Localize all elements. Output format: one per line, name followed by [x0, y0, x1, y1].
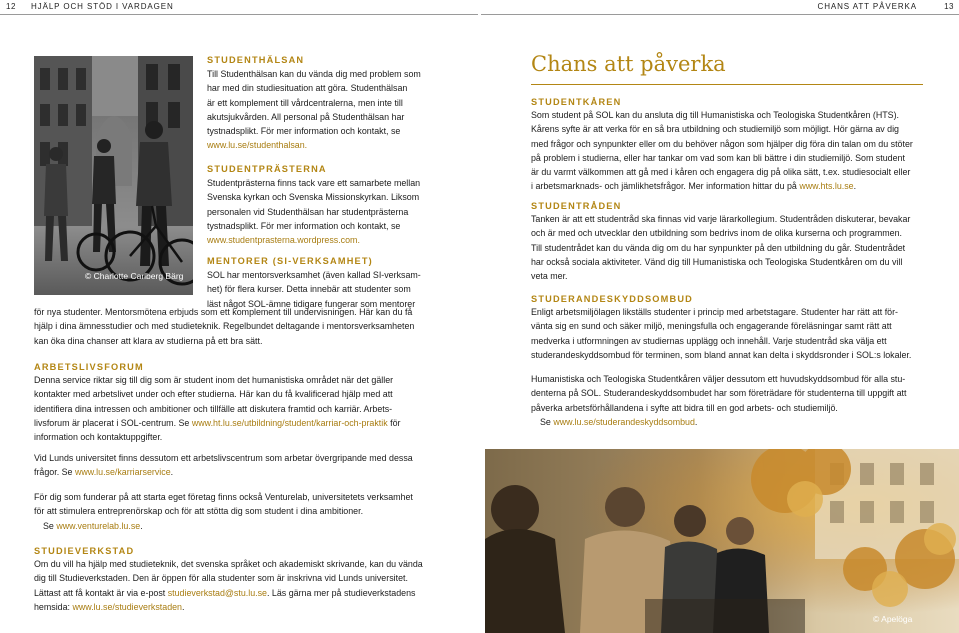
- text-line: medverka i utformningen av studiernas upplägg och innehåll. Varje studentråd ska välja ett: [531, 335, 887, 346]
- text-line: För dig som funderar på att starta eget företag finns också Venturelab, universitetets verksamhet: [34, 492, 413, 502]
- text-line: tystnadsplikt. För mer information och kontakt, se: [207, 220, 401, 231]
- text-line: [34, 465, 464, 479]
- text-line: Denna service riktar sig till dig som är student inom det humanistiska området när det gäller: [34, 375, 394, 385]
- text-line: SOL har mentorsverksamhet (även kallad SI-verksam-: [207, 270, 421, 280]
- text-line: Tanken är att ett studentråd ska finnas vid varje lärarkollegium. Studentråden diskuterar, bevakar: [531, 214, 911, 224]
- karriarservice-link[interactable]: www.lu.se/karriarservice: [74, 467, 171, 478]
- text-line: Vid Lunds universitet finns dessutom ett arbetslivscentrum som arbetar övergripande med dessa: [34, 453, 413, 463]
- text-line: är ett komplement till vårdcentralerna, men inte till: [207, 97, 403, 108]
- text-line: kontakter med arbetslivet under och efter studierna. Här kan du få kvalificerad hjälp med att: [34, 389, 393, 400]
- studerandeskyddsombud-text: [531, 305, 931, 362]
- text-line: dig till Studieverkstaden. Den är öppen för alla studenter som är inskrivna vid Lunds universitet.: [34, 573, 408, 584]
- heading-studenthalsan: STUDENTHÄLSAN: [207, 55, 305, 65]
- header-rule-left: [0, 14, 478, 15]
- studieverkstad-link[interactable]: www.lu.se/studieverkstaden: [72, 601, 182, 612]
- text-span: .: [170, 467, 174, 478]
- page-title: Chans att påverka: [531, 52, 726, 76]
- text-line: hjälp i dina ämnesstudier och med studieteknik. Regelbundet deltagande i mentorsverksamheten: [34, 321, 415, 332]
- text-span: .: [182, 601, 185, 612]
- text-line: är du varmt välkommen att gå med i kåren och engagera dig på olika sätt, t.ex. studiesocialt eller: [531, 167, 911, 178]
- arbetslivsforum-text: [34, 373, 464, 444]
- text-line: studerandeskyddsombud för terminen, som bland annat kan delta i skyddsronder i SOL:s lokaler.: [531, 349, 912, 360]
- hts-link[interactable]: www.hts.lu.se: [799, 181, 854, 192]
- text-line: information och kontaktuppgifter.: [34, 432, 163, 443]
- text-line: [531, 179, 931, 193]
- studieverkstad-text: [34, 557, 464, 614]
- venturelab-text: [34, 490, 464, 533]
- page-number-right: 13: [944, 2, 954, 11]
- text-line: Till Studenthälsan kan du vända dig med problem som: [207, 69, 421, 79]
- text-span: Se: [43, 520, 57, 531]
- text-line: veta mer.: [531, 271, 568, 282]
- text-span: livsforum är placerat i SOL-centrum. Se: [34, 417, 192, 428]
- text-line: Om du vill ha hjälp med studieteknik, det svenska språket och akademiskt skrivande, kan du vända: [34, 559, 423, 569]
- text-line: påverka arbetsförhållandena i syfte att bidra till en god arbets- och studiemiljö.: [531, 402, 838, 413]
- heading-studentkaren: STUDENTKÅREN: [531, 97, 622, 107]
- studentraden-text: [531, 212, 931, 283]
- text-line: för nya studenter. Mentorsmötena erbjuds som ett komplement till undervisningen. Här kan du få: [34, 307, 413, 317]
- text-line: med frågor och synpunkter eller om du behöver någon som hjälper dig föra din talan om du stöter: [531, 138, 913, 149]
- header-rule-right: [481, 14, 959, 15]
- karriarservice-text: [34, 451, 464, 480]
- text-line: kan öka dina chanser att klara av studierna på ett bra sätt.: [34, 335, 263, 346]
- text-line: denterna på SOL. Studerandeskyddsombudet har som företrädare för studenterna till uppgift att: [531, 388, 907, 399]
- text-span: . Läs gärna mer på studieverkstadens: [267, 587, 416, 598]
- text-span: Se: [540, 416, 554, 427]
- text-line: Kårens syfte är att verka för en så bra utbildning och studiemiljö som möjligt. Hör gärna av dig: [531, 124, 899, 135]
- text-line: Svenska kyrkan och Svenska Missionskyrkan. Liksom: [207, 192, 420, 203]
- running-header-right: CHANS ATT PÅVERKA: [817, 2, 917, 11]
- venturelab-link[interactable]: www.venturelab.lu.se: [56, 520, 141, 531]
- text-line: och är med och utvecklar den utbildning som bedrivs inom de olika kurserna och programmen.: [531, 228, 902, 239]
- text-line: vänta sig en sund och säker miljö, meningsfulla och engagerande föreläsningar samt rätt att: [531, 321, 892, 332]
- heading-studerandeskyddsombud: STUDERANDESKYDDSOMBUD: [531, 294, 693, 304]
- mentorer-text-full: [34, 305, 464, 348]
- text-span: i arbetsmarknads- och jämlikhetsfrågor. Mer information hittar du på: [531, 181, 800, 192]
- students-autumn-photo: [485, 449, 959, 633]
- text-span: .: [140, 520, 143, 531]
- students-photo: [34, 56, 193, 295]
- studenthalsan-link[interactable]: www.lu.se/studenthalsan.: [207, 140, 308, 151]
- text-line: [531, 415, 931, 429]
- text-line: [34, 416, 464, 430]
- text-line: Till studentrådet kan du vända dig om du har synpunkter på den utbildning du går. Studentrådet: [531, 242, 906, 253]
- text-line: [34, 586, 464, 600]
- text-span: frågor. Se: [34, 467, 75, 478]
- studerandeskyddsombud-link[interactable]: www.lu.se/studerandeskyddsombud: [553, 416, 695, 427]
- text-line: läst något SOL-ämne tidigare fungerar som mentorer: [207, 298, 416, 309]
- heading-studentraden: STUDENTRÅDEN: [531, 201, 622, 211]
- text-line: Humanistiska och Teologiska Studentkåren väljer dessutom ett huvudskyddsombud för alla stu-: [531, 374, 906, 384]
- text-span: för: [387, 417, 401, 428]
- studerandeskyddsombud-para2: [531, 372, 931, 429]
- studentkaren-text: [531, 108, 931, 194]
- text-line: för att stimulera entreprenörskap och för att stötta dig som student i dina ambitioner.: [34, 506, 364, 517]
- text-line: Enligt arbetsmiljölagen likställs studenter i princip med arbetstagare. Studenter har rätt att för-: [531, 307, 899, 317]
- karriar-praktik-link[interactable]: www.ht.lu.se/utbildning/student/karriar-och-praktik: [191, 417, 388, 428]
- text-span: Lättast att få kontakt är via e-post: [34, 587, 168, 598]
- text-line: personalen vid Studenthälsan har studentprästerna: [207, 206, 409, 217]
- page-number-left: 12: [6, 2, 16, 11]
- text-line: Studentprästerna finns tack vare ett samarbete mellan: [207, 178, 421, 188]
- studenthalsan-text: [207, 67, 457, 153]
- studieverkstad-email-link[interactable]: studieverkstad@stu.lu.se: [167, 587, 267, 598]
- heading-mentorer: MENTORER (SI-VERKSAMHET): [207, 256, 373, 266]
- text-line: har med din studiesituation att göra. Studenthälsan: [207, 83, 408, 94]
- text-line: [34, 600, 464, 614]
- heading-studieverkstad: STUDIEVERKSTAD: [34, 546, 135, 556]
- heading-studentprasterna: STUDENTPRÄSTERNA: [207, 164, 327, 174]
- studentprasterna-link[interactable]: www.studentprasterna.wordpress.com.: [207, 235, 360, 246]
- title-rule: [531, 84, 923, 85]
- text-line: på problem i studierna, eller har tankar om vad som kan bli bättre i din studiemiljö. Som student: [531, 152, 905, 163]
- text-line: akutsjukvården. All personal på Studenthälsan har: [207, 111, 405, 122]
- text-line: [34, 519, 464, 533]
- text-span: .: [853, 181, 857, 192]
- heading-arbetslivsforum: ARBETSLIVSFORUM: [34, 362, 144, 372]
- photo-credit-left: © Charlotte Carlberg Bärg: [85, 271, 184, 281]
- studentprasterna-text: [207, 176, 457, 247]
- text-line: identifiera dina intressen och ambitioner och tillfälle att diskutera framtid och karriär. Arbets-: [34, 403, 393, 414]
- text-line: tystnadsplikt. För mer information och kontakt, se: [207, 126, 401, 137]
- photo-credit-right: © Apelöga: [873, 614, 913, 624]
- text-line: het) för flera kurser. Detta innebär att studenter som: [207, 284, 411, 295]
- running-header-left: HJÄLP OCH STÖD I VARDAGEN: [31, 2, 174, 11]
- text-line: Som student på SOL kan du ansluta dig till Humanistiska och Teologiska Studentkåren (HTS).: [531, 110, 900, 120]
- text-span: .: [694, 416, 698, 427]
- text-span: hemsida:: [34, 601, 73, 612]
- text-line: har också sociala aktiviteter. Vänd dig till Humanistiska och Teologiska Studentkåren om du vill: [531, 256, 903, 267]
